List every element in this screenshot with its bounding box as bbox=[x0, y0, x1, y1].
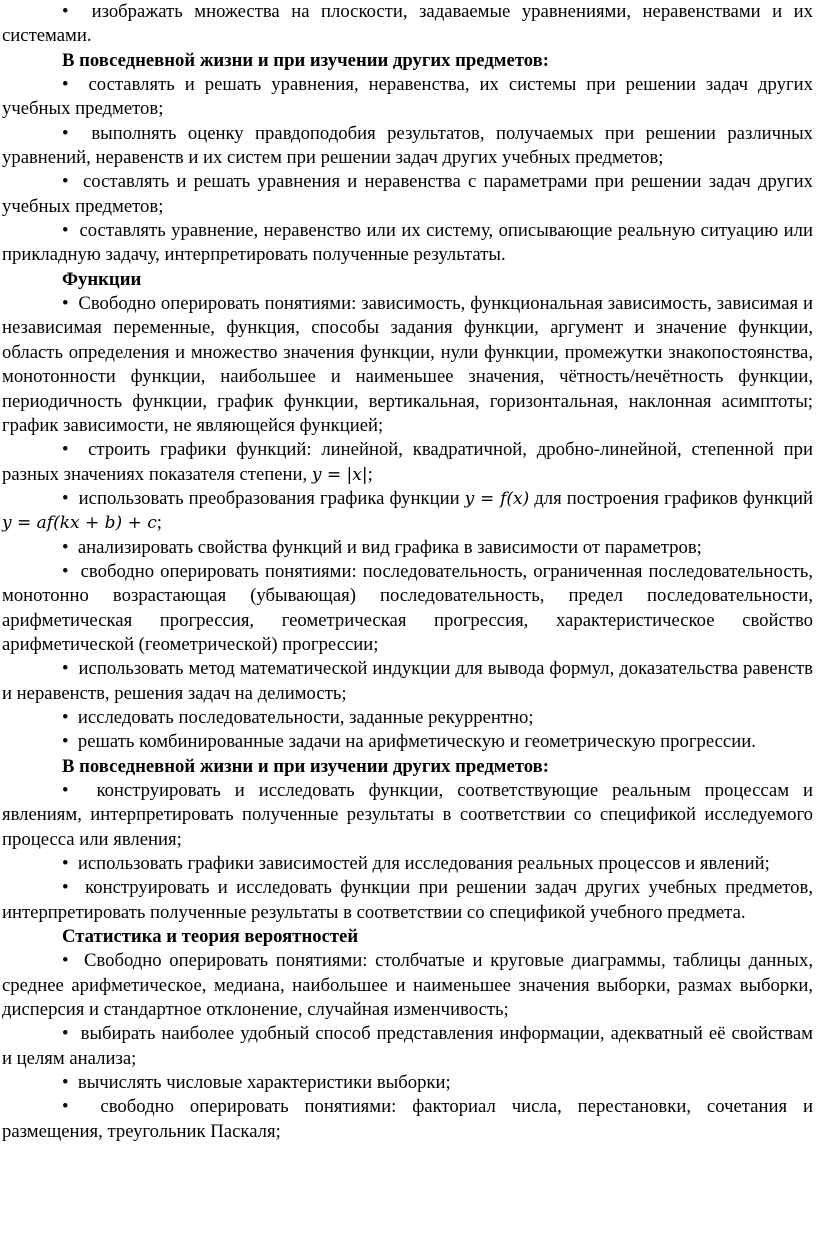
list-item: • составлять уравнение, неравенство или их систему, описывающие реальную ситуацию или прикладную задачу, интерпретировать полученные результаты. bbox=[2, 219, 813, 268]
formula: y = f(x) bbox=[464, 488, 530, 509]
list-item: • Свободно оперировать понятиями: зависимость, функциональная зависимость, зависимая и независимая переменные, функция, способы задания функции, аргумент и значение функции, область определения и множество значения функции, нули функции, промежутки знакопостоянства, монотонности функции, наибольшее и наименьшее значения, чётность/нечётность функции, периодичность функции, график функции, вертикальная, горизонтальная, наклонная асимптоты; график зависимости, не являющейся функцией; bbox=[2, 292, 813, 438]
list-item: • свободно оперировать понятиями: последовательность, ограниченная последовательность, монотонно возрастающая (убывающая) последовательность, предел последовательности, арифметическая прогрессия, геометрическая прогрессия, характеристическое свойство арифметической (геометрической) прогрессии; bbox=[2, 560, 813, 657]
list-item: • использовать графики зависимостей для исследования реальных процессов и явлений; bbox=[2, 852, 813, 876]
section-heading: Функции bbox=[62, 268, 142, 290]
list-item: • конструировать и исследовать функции, соответствующие реальным процессам и явлениям, интерпретировать полученные результаты в соответствии со спецификой исследуемого процесса или явления; bbox=[2, 779, 813, 852]
list-item: • выбирать наиболее удобный способ представления информации, адекватный её свойствам и целям анализа; bbox=[2, 1022, 813, 1071]
list-item: • Свободно оперировать понятиями: столбчатые и круговые диаграммы, таблицы данных, среднее арифметическое, медиана, наибольшее и наименьшее значения выборки, размах выборки, дисперсия и стандартное отклонение, случайная изменчивость; bbox=[2, 949, 813, 1022]
item-text: строить графики функций: линейной, квадратичной, дробно-линейной, степенной при разных значениях показателя степени, bbox=[2, 439, 814, 485]
section-heading: Статистика и теория вероятностей bbox=[62, 926, 359, 948]
section-heading: В повседневной жизни и при изучении других предметов: bbox=[62, 49, 549, 71]
list-item: • составлять и решать уравнения и неравенства с параметрами при решении задач других учебных предметов; bbox=[2, 170, 813, 219]
item-text: использовать преобразования графика функции bbox=[78, 487, 465, 509]
item-text: ; bbox=[367, 463, 373, 485]
section-heading: В повседневной жизни и при изучении других предметов: bbox=[62, 755, 549, 777]
list-item: • составлять и решать уравнения, неравенства, их системы при решении задач других учебных предметов; bbox=[2, 73, 813, 122]
formula: y = |x| bbox=[311, 464, 368, 485]
list-item bbox=[2, 438, 813, 487]
list-item: • вычислять числовые характеристики выборки; bbox=[2, 1071, 813, 1095]
list-item: • свободно оперировать понятиями: факториал числа, перестановки, сочетания и размещения, треугольник Паскаля; bbox=[2, 1095, 813, 1144]
item-text: ; bbox=[156, 512, 162, 534]
list-item bbox=[2, 487, 813, 536]
list-item: • решать комбинированные задачи на арифметическую и геометрическую прогрессии. bbox=[2, 730, 813, 754]
list-item: • выполнять оценку правдоподобия результатов, получаемых при решении различных уравнений, неравенств и их систем при решении задач других учебных предметов; bbox=[2, 122, 813, 171]
list-item: • исследовать последовательности, заданные рекуррентно; bbox=[2, 706, 813, 730]
formula: y = af(kx + b) + c bbox=[2, 513, 157, 534]
item-text: для построения графиков функций bbox=[529, 487, 813, 509]
list-item: • анализировать свойства функций и вид графика в зависимости от параметров; bbox=[2, 536, 813, 560]
list-item: • конструировать и исследовать функции при решении задач других учебных предметов, интерпретировать полученные результаты в соответствии со спецификой учебного предмета. bbox=[2, 876, 813, 925]
list-item: • изображать множества на плоскости, задаваемые уравнениями, неравенствами и их системами. bbox=[2, 0, 813, 49]
list-item: • использовать метод математической индукции для вывода формул, доказательства равенств и неравенств, решения задач на делимость; bbox=[2, 657, 813, 706]
